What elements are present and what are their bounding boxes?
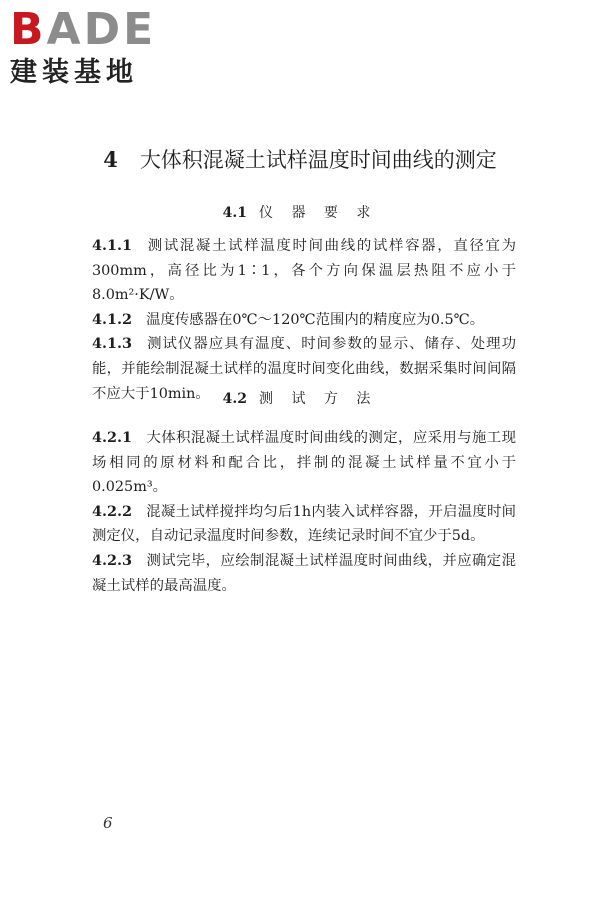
clause-number: 4.1.3 (92, 335, 133, 353)
page-number: 6 (103, 814, 113, 832)
logo-word-rest: ADE (46, 4, 157, 55)
section-title: 测 试 方 法 (259, 391, 378, 407)
section-title: 仪 器 要 求 (259, 205, 378, 221)
chapter-heading (0, 146, 600, 174)
section-number: 4.2 (222, 391, 247, 407)
section-heading-4-1 (0, 203, 600, 223)
clause-text: 混凝土试样搅拌均匀后1h内装入试样容器，开启温度时间测定仪，自动记录温度时间参数，连续记录时间不宜少于5d。 (92, 503, 516, 545)
clause-text: 测试完毕，应绘制混凝土试样温度时间曲线，并应确定混凝土试样的最高温度。 (92, 552, 516, 594)
section-4-1-clauses (92, 234, 516, 406)
clause-4-1-2 (92, 308, 516, 333)
clause-4-1-1 (92, 234, 516, 308)
section-4-2-clauses (92, 426, 516, 598)
clause-number: 4.2.3 (92, 551, 133, 569)
clause-text: 温度传感器在0℃～120℃范围内的精度应为0.5℃。 (146, 311, 485, 328)
clause-number: 4.2.1 (92, 429, 133, 446)
clause-text: 大体积混凝土试样温度时间曲线的测定，应采用与施工现场相同的原材料和配合比，拌制的混凝土试样量不宜小于0.025m³。 (92, 430, 516, 496)
clause-4-2-1 (92, 426, 516, 500)
clause-number: 4.1.1 (92, 237, 133, 254)
clause-4-2-2 (92, 500, 516, 549)
chapter-title: 大体积混凝土试样温度时间曲线的测定 (139, 148, 497, 172)
clause-text: 测试仪器应具有温度、时间参数的显示、储存、处理功能，并能绘制混凝土试样的温度时间变化曲线，数据采集时间间隔不应大于10min。 (92, 336, 516, 402)
logo-wordmark (10, 6, 175, 54)
logo-subtitle: 建装基地 (10, 57, 138, 88)
brand-logo (10, 6, 175, 90)
clause-number: 4.1.2 (92, 310, 133, 328)
clause-text: 测试混凝土试样温度时间曲线的试样容器，直径宜为300mm，高径比为1∶1，各个方向保温层热阻不应小于8.0m²·K/W。 (92, 238, 516, 304)
clause-number: 4.2.2 (92, 502, 133, 520)
section-heading-4-2 (0, 389, 600, 409)
section-number: 4.1 (222, 205, 247, 221)
chapter-number: 4 (103, 147, 118, 172)
logo-accent-letter: B (10, 4, 47, 55)
clause-4-2-3 (92, 549, 516, 598)
